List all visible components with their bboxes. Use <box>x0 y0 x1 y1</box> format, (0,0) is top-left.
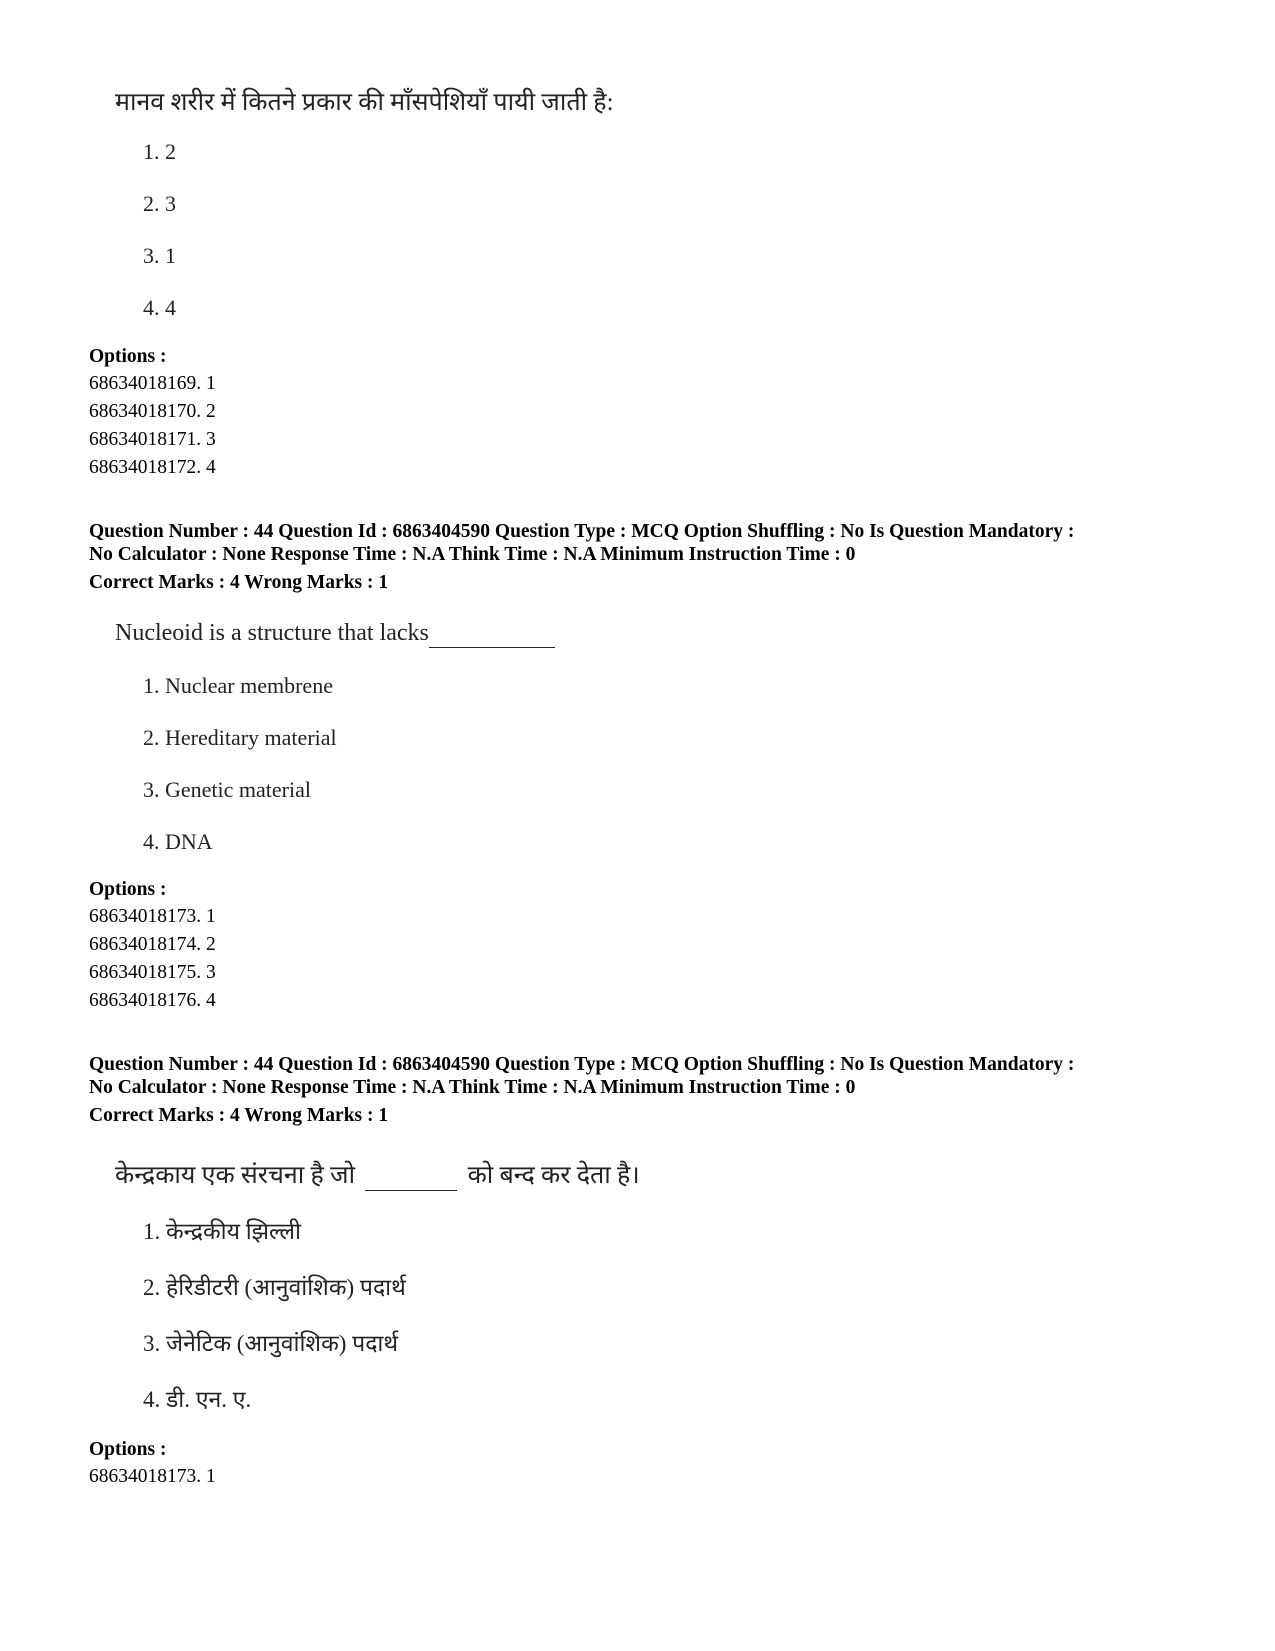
options-heading: Options : <box>89 1439 167 1460</box>
choice-4: 4. डी. एन. ए. <box>143 1387 252 1412</box>
option-id-1: 68634018173. 1 <box>89 1466 216 1487</box>
choice-3: 3. जेनेटिक (आनुवांशिक) पदार्थ <box>143 1331 399 1356</box>
choice-3: 3. Genetic material <box>143 777 311 802</box>
option-id-3: 68634018171. 3 <box>89 429 216 450</box>
choice-2: 2. Hereditary material <box>143 725 337 750</box>
option-id-2: 68634018170. 2 <box>89 401 216 422</box>
question-meta-line-2: No Calculator : None Response Time : N.A Think Time : N.A Minimum Instruction Time : 0 <box>89 1077 856 1098</box>
question-stem <box>115 1157 640 1191</box>
choice-2: 2. 3 <box>143 191 176 216</box>
question-stem: मानव शरीर में कितने प्रकार की माँसपेशियाँ पायी जाती है: <box>115 89 614 116</box>
choice-3: 3. 1 <box>143 243 176 268</box>
question-meta-line-1: Question Number : 44 Question Id : 6863404590 Question Type : MCQ Option Shuffling : No Is Question Mandatory : <box>89 1054 1075 1075</box>
question-marks: Correct Marks : 4 Wrong Marks : 1 <box>89 1105 389 1126</box>
options-heading: Options : <box>89 879 167 900</box>
option-id-1: 68634018169. 1 <box>89 373 216 394</box>
question-stem-text-after: को बन्द कर देता है। <box>467 1162 640 1189</box>
option-id-1: 68634018173. 1 <box>89 906 216 927</box>
fill-in-blank <box>365 1162 457 1191</box>
choice-1: 1. Nuclear membrene <box>143 673 333 698</box>
option-id-3: 68634018175. 3 <box>89 962 216 983</box>
options-heading: Options : <box>89 346 167 367</box>
question-stem-text: Nucleoid is a structure that lacks <box>115 620 429 646</box>
question-marks: Correct Marks : 4 Wrong Marks : 1 <box>89 572 389 593</box>
question-stem <box>115 620 555 648</box>
question-stem-text-before: केन्द्रकाय एक संरचना है जो <box>115 1162 356 1189</box>
question-meta-line-2: No Calculator : None Response Time : N.A Think Time : N.A Minimum Instruction Time : 0 <box>89 544 856 565</box>
question-meta-line-1: Question Number : 44 Question Id : 6863404590 Question Type : MCQ Option Shuffling : No Is Question Mandatory : <box>89 521 1075 542</box>
fill-in-blank <box>429 620 555 648</box>
choice-4: 4. DNA <box>143 829 213 854</box>
option-id-2: 68634018174. 2 <box>89 934 216 955</box>
option-id-4: 68634018176. 4 <box>89 990 216 1011</box>
choice-2: 2. हेरिडीटरी (आनुवांशिक) पदार्थ <box>143 1275 406 1300</box>
option-id-4: 68634018172. 4 <box>89 457 216 478</box>
choice-4: 4. 4 <box>143 295 176 320</box>
choice-1: 1. 2 <box>143 139 176 164</box>
choice-1: 1. केन्द्रकीय झिल्ली <box>143 1219 301 1244</box>
